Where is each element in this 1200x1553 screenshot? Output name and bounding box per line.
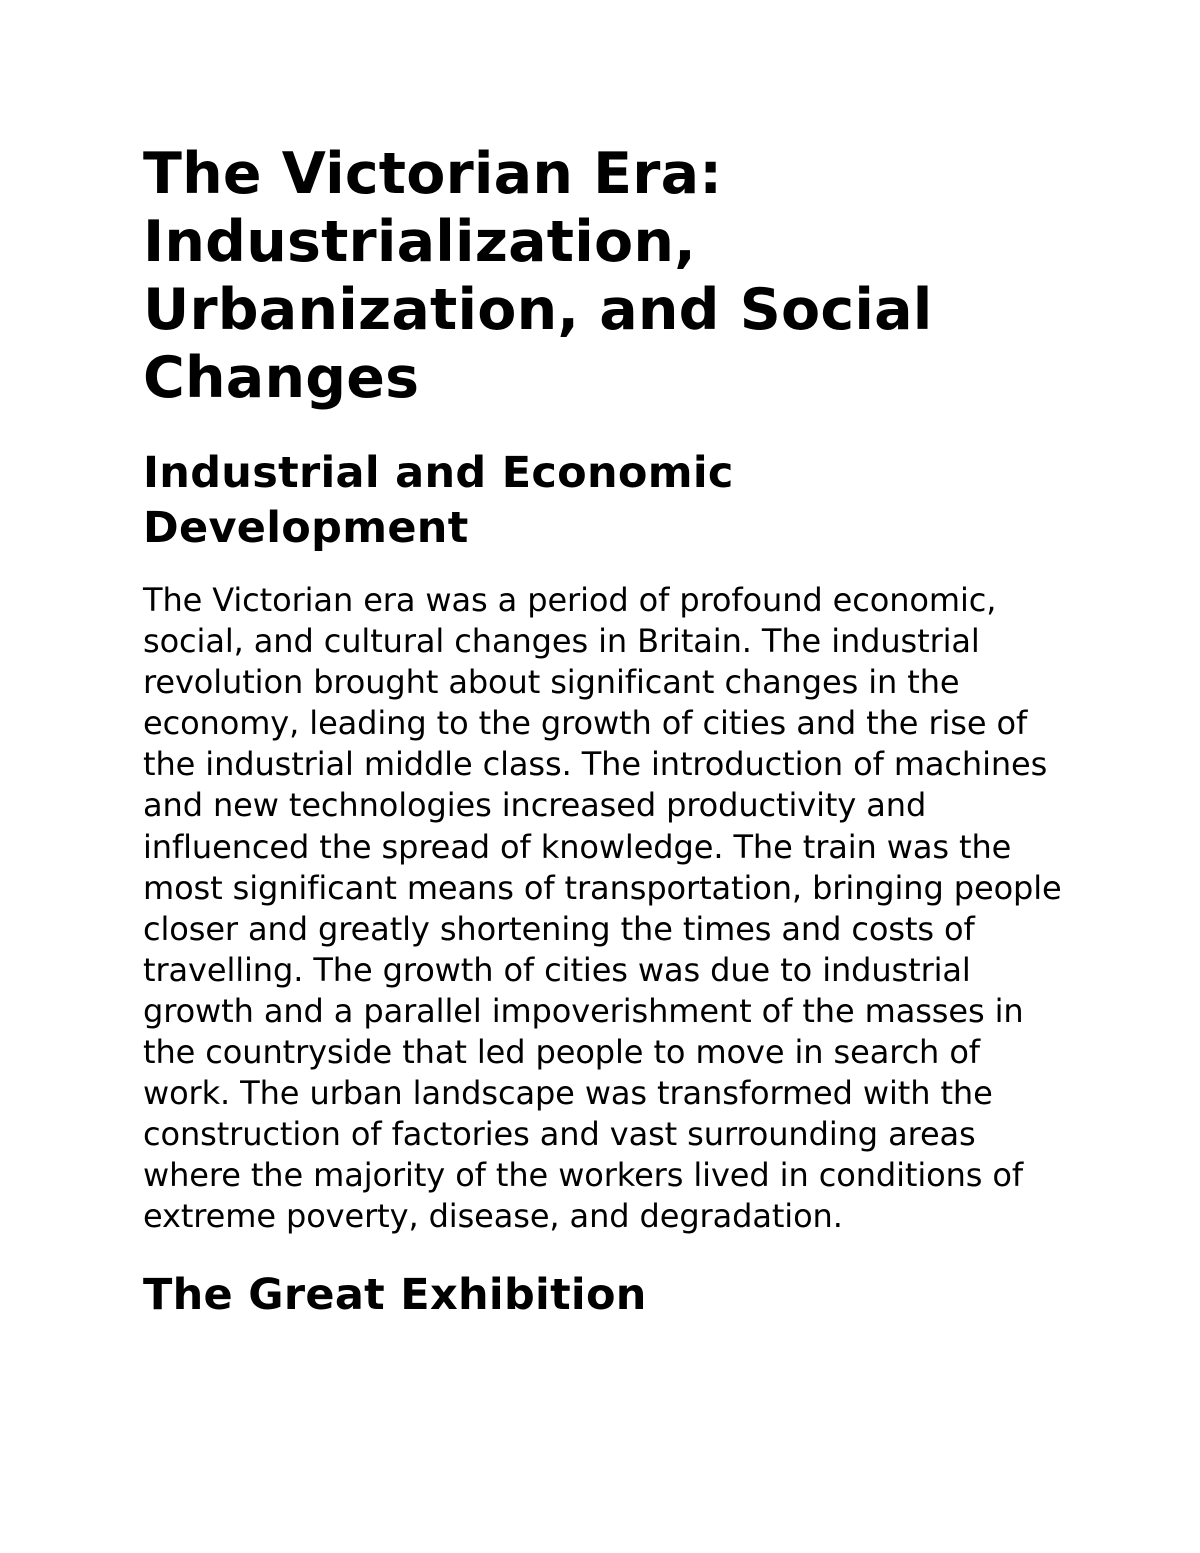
section-heading-great-exhibition: The Great Exhibition xyxy=(143,1269,647,1320)
section-paragraph: The Victorian era was a period of profound economic, social, and cultural changes in Britain. The industrial revolution brought about significant changes in the economy, leading to the growth of cities and the rise of the industrial middle class. The introduction of machines and new technologies increased productivity and influenced the spread of knowledge. The train was the most significant means of transportation, bringing people closer and greatly shortening the times and costs of travelling. The growth of cities was due to industrial growth and a parallel impoverishment of the masses in the countryside that led people to move in search of work. The urban landscape was transformed with the construction of factories and vast surrounding areas where the majority of the workers lived in conditions of extreme poverty, disease, and degradation. xyxy=(143,581,1062,1236)
section-heading-industrial-economic-development: Industrial and Economic Development xyxy=(143,448,734,553)
document-page xyxy=(143,140,1073,1323)
document-title: The Victorian Era: Industrialization, Urbanization, and Social Changes xyxy=(143,141,933,411)
